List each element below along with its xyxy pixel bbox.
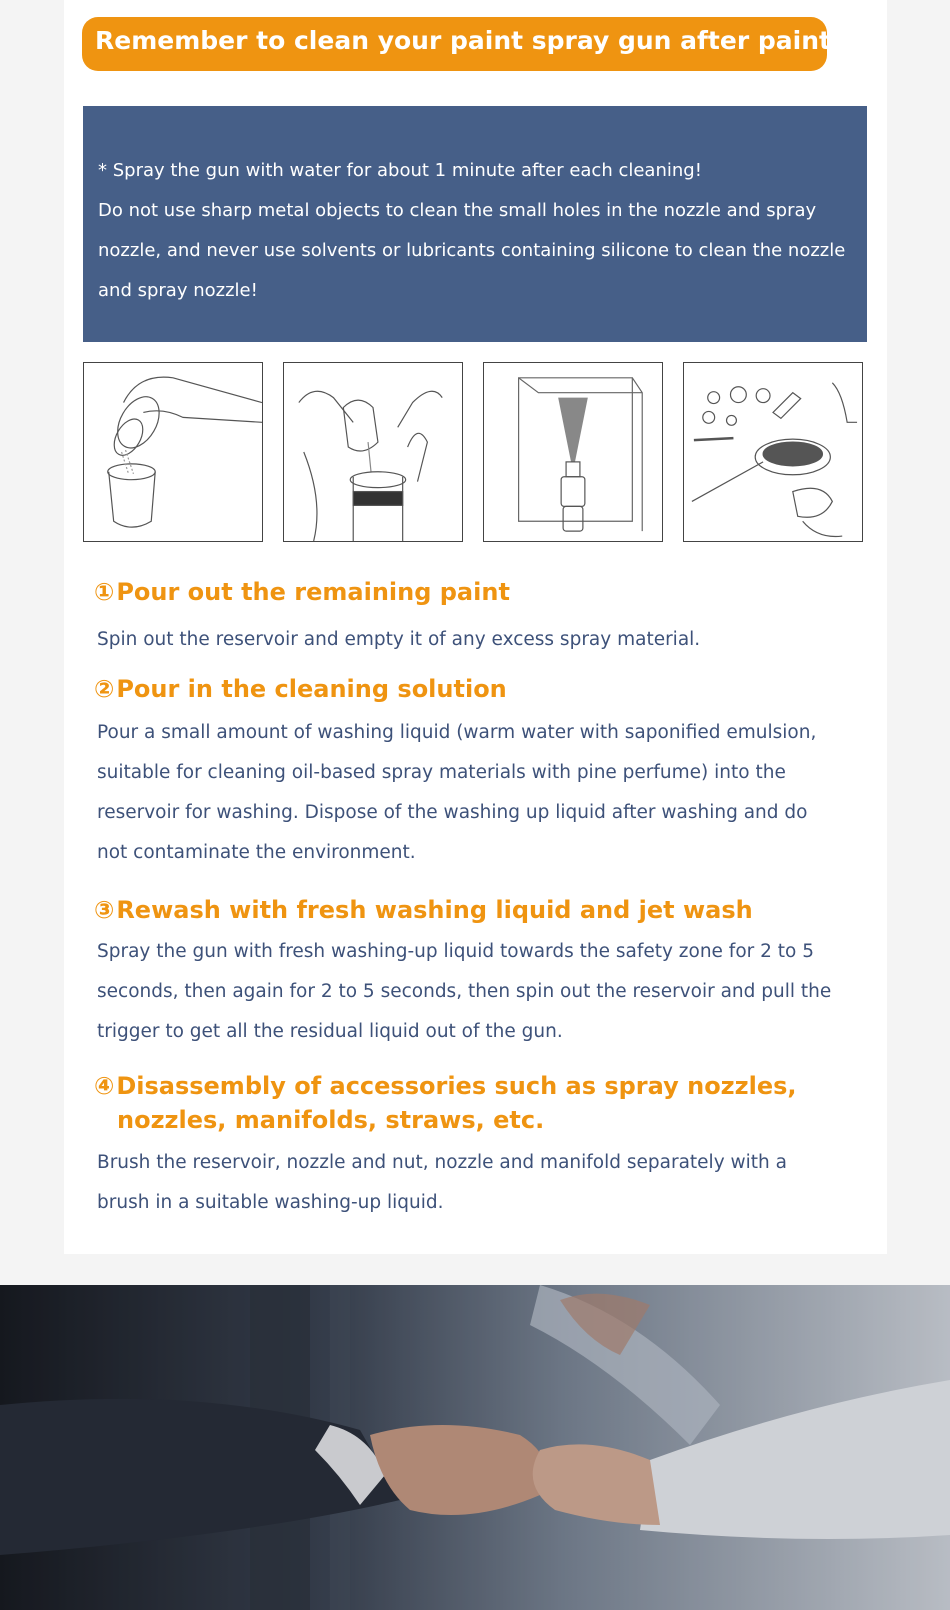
step-2-number: ②	[94, 675, 115, 703]
step-3-number: ③	[94, 896, 115, 924]
step-2-heading: Pour in the cleaning solution	[116, 675, 507, 703]
step-1-body: Spin out the reservoir and empty it of any excess spray material.	[97, 629, 701, 650]
notice-box	[83, 106, 867, 342]
step-4-title	[94, 1069, 797, 1103]
step-2-title	[94, 672, 507, 706]
step-3-body: Spray the gun with fresh washing-up liquid towards the safety zone for 2 to 5 seconds, then again for 2 to 5 seconds, then spin out the reservoir and pull the trigger to get all the residual liquid out of the gun.	[97, 941, 832, 1042]
notice-line-1: * Spray the gun with water for about 1 minute after each cleaning!	[98, 160, 702, 181]
step-3-heading: Rewash with fresh washing liquid and jet wash	[116, 896, 753, 924]
illustration-pour-in	[283, 362, 463, 542]
step-1-number: ①	[94, 578, 115, 606]
step-4-number: ④	[94, 1072, 115, 1100]
pour-in-drawing	[284, 363, 462, 541]
step-1-heading: Pour out the remaining paint	[116, 578, 510, 606]
illustration-disassembly	[683, 362, 863, 542]
page-title: Remember to clean your paint spray gun after painting	[82, 17, 827, 71]
step-3-title	[94, 893, 753, 927]
disassembly-drawing	[684, 363, 862, 541]
step-2-body: Pour a small amount of washing liquid (warm water with saponified emulsion, suitable for cleaning oil-based spray materials with pine perfume) into the reservoir for washing. Dispose of the washing up liquid after washing and do not contaminate the environment.	[97, 722, 817, 863]
illustration-pour-out	[83, 362, 263, 542]
handshake-illustration	[0, 1285, 950, 1610]
illustration-spray-test	[483, 362, 663, 542]
notice-line-2: Do not use sharp metal objects to clean the small holes in the nozzle and spray nozzle, and never use solvents or lubricants containing silicone to clean the nozzle and spray nozzle!	[98, 200, 846, 301]
step-4-title-cont	[117, 1103, 544, 1137]
step-1-title	[94, 575, 510, 609]
pour-out-drawing	[84, 363, 262, 541]
handshake-photo	[0, 1285, 950, 1610]
step-4-heading-line-1: Disassembly of accessories such as spray nozzles,	[116, 1072, 797, 1100]
step-4-heading-line-2: nozzles, manifolds, straws, etc.	[117, 1106, 545, 1134]
spray-test-drawing	[484, 363, 662, 541]
step-4-body: Brush the reservoir, nozzle and nut, nozzle and manifold separately with a brush in a suitable washing-up liquid.	[97, 1152, 787, 1213]
content-card	[64, 0, 887, 1254]
